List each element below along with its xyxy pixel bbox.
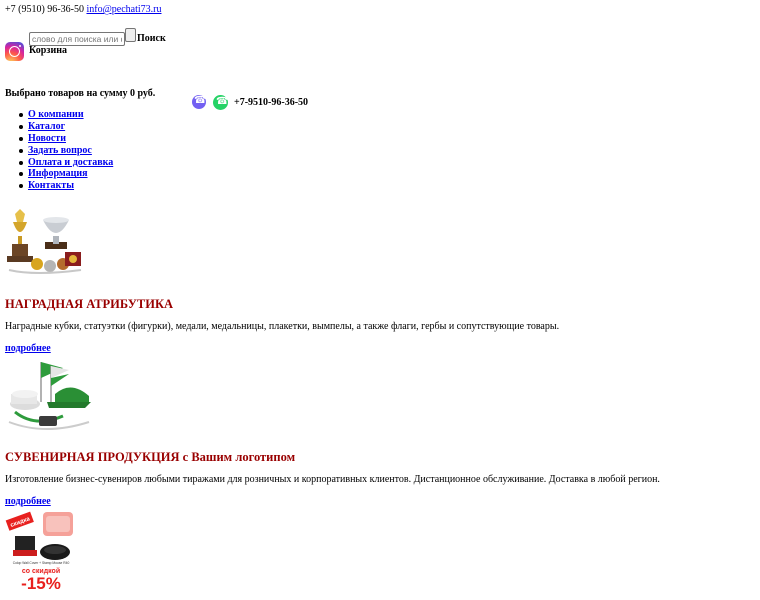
messenger-phone: +7-9510-96-36-50	[234, 97, 309, 108]
whatsapp-icon[interactable]	[213, 95, 228, 110]
souvenir-image[interactable]	[5, 356, 91, 438]
nav-link-info[interactable]: Информация	[28, 168, 88, 180]
search-label: Поиск	[137, 33, 166, 44]
instagram-icon[interactable]	[5, 42, 24, 61]
nav-item-catalog	[28, 121, 113, 133]
promo-image[interactable]	[5, 510, 77, 592]
nav-link-news[interactable]: Новости	[28, 132, 66, 144]
nav-link-ask[interactable]: Задать вопрос	[28, 144, 92, 156]
main-nav	[28, 109, 113, 192]
nav-item-about	[28, 109, 113, 121]
header-email-link[interactable]: info@pechati73.ru	[86, 4, 162, 15]
more-link-awards[interactable]: подробнее	[5, 343, 51, 354]
section-title-souvenirs: СУВЕНИРНАЯ ПРОДУКЦИЯ с Вашим логотипом	[5, 450, 296, 464]
nav-item-news	[28, 133, 113, 145]
nav-item-payment	[28, 157, 113, 169]
cart-label[interactable]: Корзина	[29, 45, 67, 56]
promo-badge: скидка	[9, 516, 31, 529]
awards-image[interactable]	[5, 206, 85, 278]
cart-summary: Выбрано товаров на сумму 0 руб.	[5, 88, 156, 99]
section-desc-awards: Наградные кубки, статуэтки (фигурки), медали, медальницы, плакетки, вымпелы, а также флаги, гербы и сопутствующие товары.	[5, 321, 560, 332]
viber-icon[interactable]	[192, 95, 206, 109]
nav-link-payment[interactable]: Оплата и доставка	[28, 156, 114, 168]
nav-link-contacts[interactable]: Контакты	[28, 180, 75, 192]
promo-caption: Colop Wall Cover + Stamp Mouse R40	[12, 561, 70, 565]
section-desc-souvenirs: Изготовление бизнес-сувениров любыми тиражами для розничных и корпоративных клиентов. Дистанционное обслуживание. Доставка в любой регион.	[5, 474, 660, 485]
contact-line	[5, 4, 162, 15]
nav-link-catalog[interactable]: Каталог	[28, 120, 66, 132]
nav-link-about[interactable]: О компании	[28, 109, 84, 120]
promo-discount-value: -15%	[21, 574, 61, 592]
search-button[interactable]	[125, 28, 136, 42]
more-link-souvenirs[interactable]: подробнее	[5, 496, 51, 507]
nav-item-info	[28, 168, 113, 180]
header-phone: +7 (9510) 96-36-50	[5, 4, 84, 15]
promo-discount-label: со скидкой	[21, 568, 61, 575]
nav-item-contacts	[28, 180, 113, 192]
search-input[interactable]	[29, 32, 125, 46]
nav-item-ask	[28, 145, 113, 157]
section-title-awards: НАГРАДНАЯ АТРИБУТИКА	[5, 297, 174, 311]
